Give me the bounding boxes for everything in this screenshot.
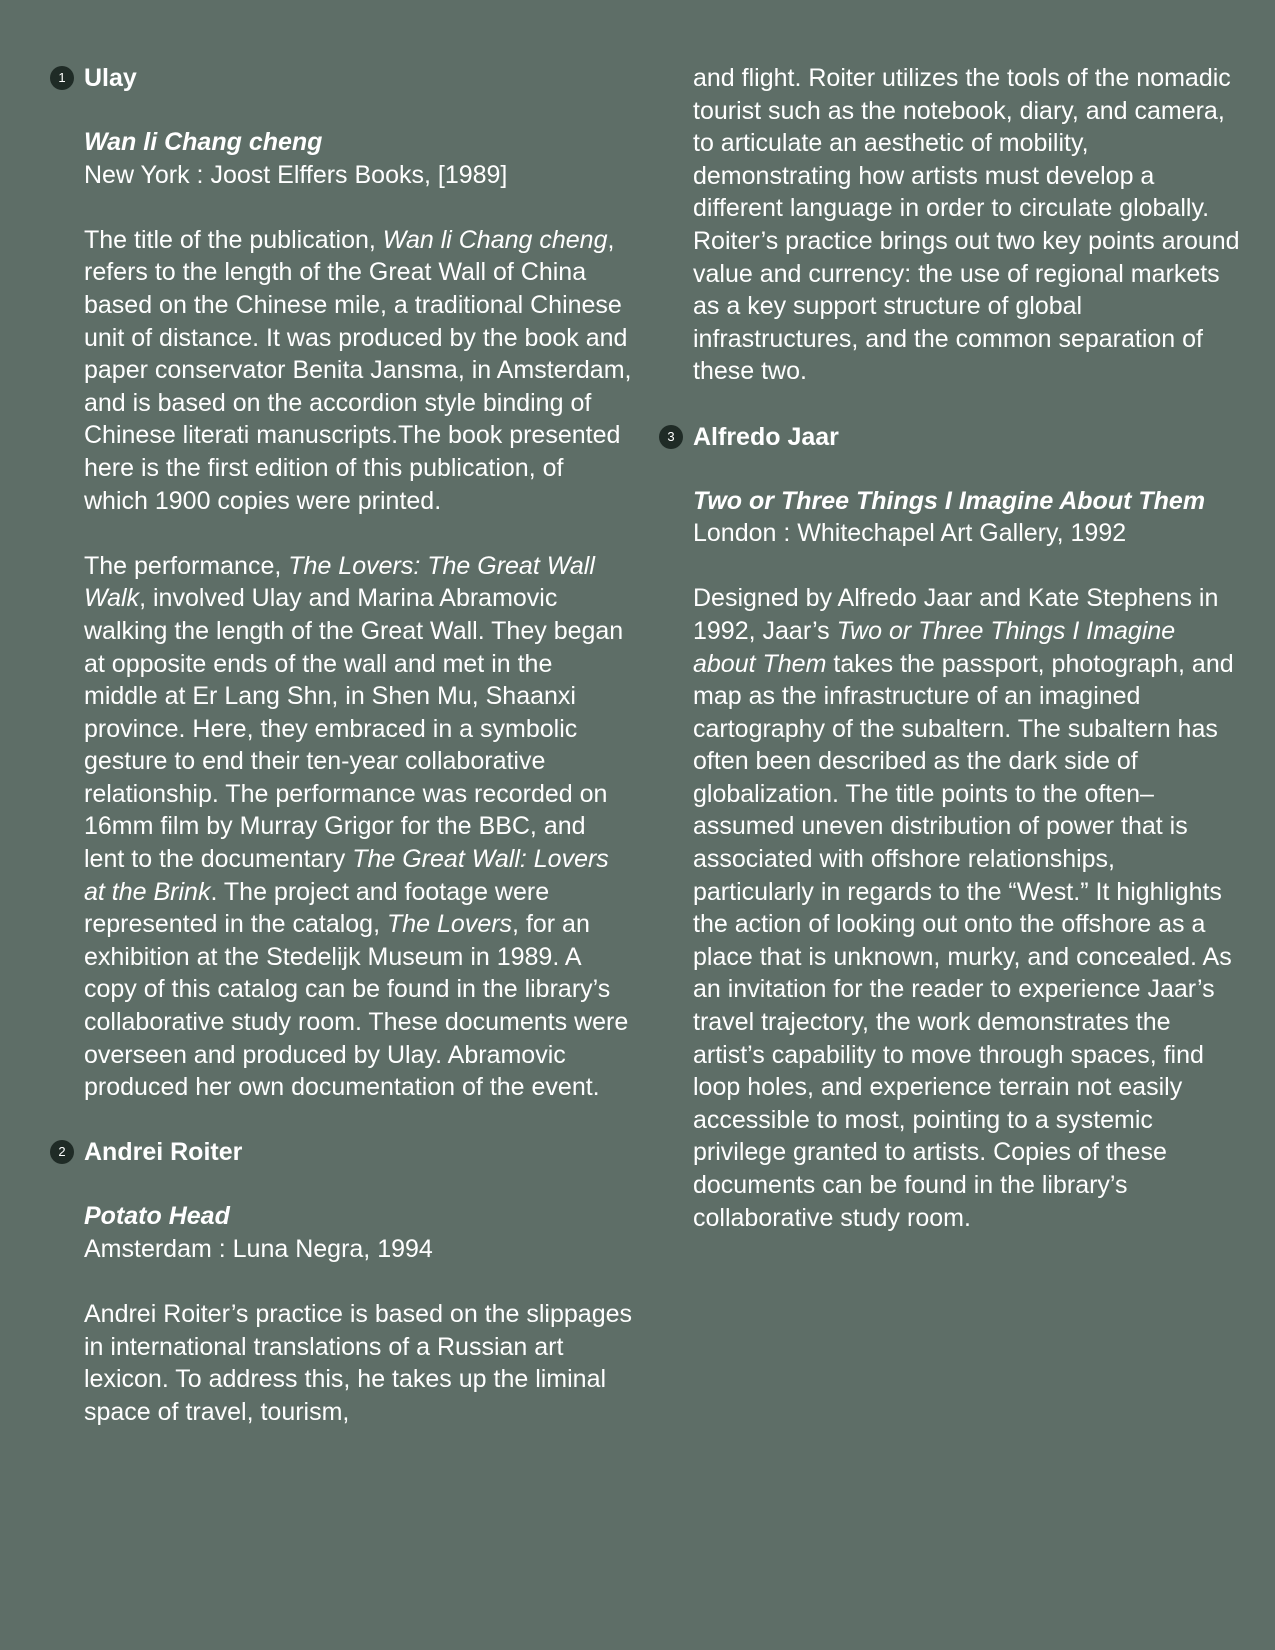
- entry-heading: [659, 421, 1241, 453]
- entry-number-badge: 1: [50, 66, 74, 90]
- entry-ulay: [58, 62, 632, 1104]
- text-run: , for an exhibition at the Stedelijk Museum in 1989. A copy of this catalog can be found in the library’s collaborative study room. These documents were overseen and produced by Ulay. Abramovic produced her own documentation of the event.: [84, 910, 629, 1102]
- italic-title: Wan li Chang cheng: [382, 225, 608, 254]
- description-paragraph-continued: and flight. Roiter utilizes the tools of the nomadic tourist such as the notebook, diary, and camera, to articulate an aesthetic of mobility, demonstrating how artists must develop a different language in order to circulate globally. Roiter’s practice brings out two key points around value and currency: the use of regional markets as a key support structure of global infrastructures, and the common separation of these two.: [693, 64, 1240, 386]
- artist-name: Ulay: [84, 64, 137, 92]
- book-title: Potato Head: [84, 1202, 230, 1231]
- publisher-line: Amsterdam : Luna Negra, 1994: [84, 1235, 433, 1263]
- text-run: , refers to the length of the Great Wall of China based on the Chinese mile, a traditional Chinese unit of distance. It was produced by the book and paper conservator Benita Jansma, in Amsterdam, and is based on the accordion style binding of Chinese literati manuscripts.The book presented here is the first edition of this publication, of which 1900 copies were printed.: [84, 225, 632, 515]
- artist-name: Andrei Roiter: [84, 1138, 243, 1167]
- italic-title: Two or Three Things I Imagine about Them: [693, 616, 1176, 678]
- text-run: takes the passport, photograph, and map as the infrastructure of an imagined cartography of the subaltern. The subaltern has often been described as the dark side of globalization. The title points to the often–assumed uneven distribution of power that is associated with offshore relationships, particularly in regards to the “West.” It highlights the action of looking out onto the offshore as a place that is unknown, murky, and concealed. As an invitation for the reader to experience Jaar’s travel trajectory, the work demonstrates the artist’s capability to move through spaces, find loop holes, and experience terrain not easily accessible to most, pointing to a systemic privilege granted to artists. Copies of these documents can be found in the library’s collaborative study room.: [693, 649, 1234, 1232]
- text-run: Designed by Alfredo Jaar and Kate Stephens in 1992, Jaar’s: [693, 584, 1219, 645]
- italic-title: The Great Wall: Lovers at the Brink: [84, 845, 609, 906]
- publisher-line: New York : Joost Elffers Books, [1989]: [84, 160, 508, 189]
- entry-andrei-roiter: [58, 1136, 632, 1428]
- description-paragraph: [693, 582, 1241, 1234]
- text-run: The performance,: [84, 551, 289, 580]
- publisher-line: London : Whitechapel Art Gallery, 1992: [693, 519, 1127, 548]
- text-run: . The project and footage were represented in the catalog,: [84, 877, 550, 939]
- text-run: , involved Ulay and Marina Abramovic walking the length of the Great Wall. They began at opposite ends of the wall and met in the middle at Er Lang Shn, in Shen Mu, Shaanxi province. Here, they embraced in a symbolic gesture to end their ten-year collaborative relationship. The performance was recorded on 16mm film by Murray Grigor for the BBC, and lent to the documentary: [84, 584, 624, 874]
- description-paragraph: Andrei Roiter’s practice is based on the slippages in international translations of a Russian art lexicon. To address this, he takes up the liminal space of travel, tourism,: [84, 1300, 632, 1426]
- book-title: Two or Three Things I Imagine About Them: [693, 486, 1206, 515]
- right-column: [667, 62, 1241, 1234]
- entry-alfredo-jaar: [667, 421, 1241, 1235]
- entry-number-badge: 2: [50, 1140, 74, 1164]
- italic-title: The Lovers: The Great Wall Walk: [84, 551, 595, 613]
- artist-name: Alfredo Jaar: [693, 422, 839, 451]
- text-run: The title of the publication,: [84, 225, 383, 254]
- left-column: [58, 62, 632, 1429]
- book-title: Wan li Chang cheng: [84, 128, 323, 156]
- entry-heading: [50, 1136, 632, 1168]
- entry-number-badge: 3: [659, 425, 683, 449]
- italic-title: The Lovers: [386, 910, 513, 939]
- description-paragraph: [84, 224, 632, 517]
- entry-heading: [50, 62, 632, 94]
- description-paragraph: [84, 550, 632, 1104]
